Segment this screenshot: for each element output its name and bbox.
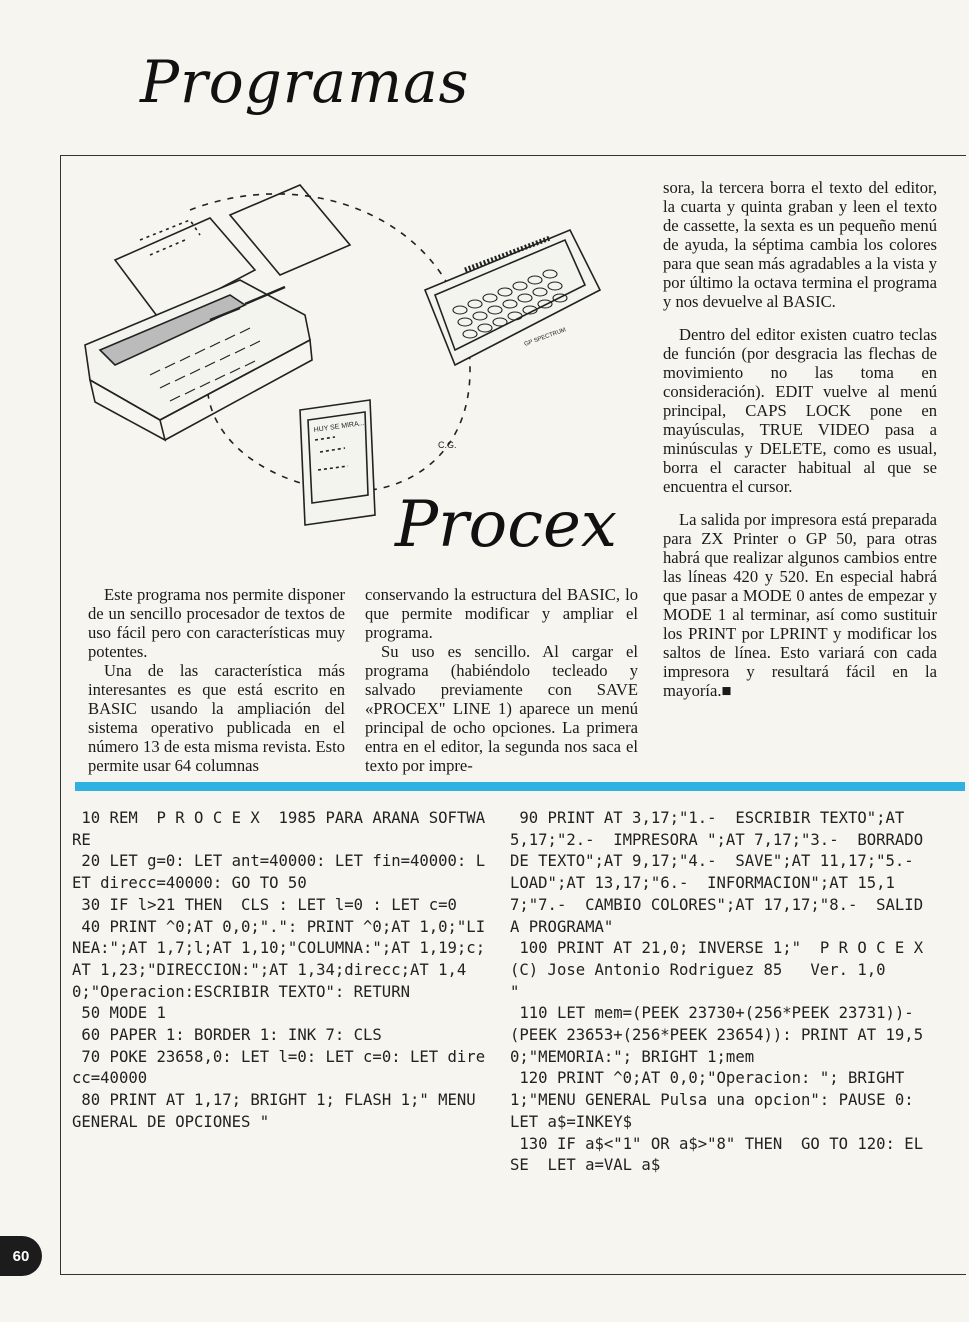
code-listing-left: 10 REM P R O C E X 1985 PARA ARANA SOFTWARE 20 LET g=0: LET ant=40000: LET fin=40000: LET direcc=40000: GO TO 50 30 IF l>21 THEN CLS : LET l=0 : LET c=0 40 PRINT ^0;AT 0,0;".": PRINT ^0;AT 1,0;"LINEA:";AT 1,7;l;AT 1,10;"COLUMNA:";AT 1,19;c;AT 1,23;"DIRECCION:";AT 1,34;direcc;AT 1,40;"Operacion:ESCRIBIR TEXTO": RETURN 50 MODE 1 60 PAPER 1: BORDER 1: INK 7: CLS 70 POKE 23658,0: LET l=0: LET c=0: LET direcc=40000 80 PRINT AT 1,17; BRIGHT 1; FLASH 1;" MENU GENERAL DE OPCIONES " — [72, 809, 486, 1131]
article-paragraph: Dentro del editor existen cuatro teclas de función (por desgracia las flechas de movimiento no las toma en consideración). EDIT vuelve al menú principal, CAPS LOCK pone en mayúsculas, TRUE VIDEO pasa a minúsculas y DELETE, como es usual, borra el caracter habitual al que se encuentra el cursor. — [663, 325, 937, 496]
article-paragraph: conservando la estructura del BASIC, lo que permite modificar y ampliar el programa. — [365, 585, 638, 642]
procex-title: Procex — [395, 488, 617, 562]
article-paragraph: La salida por impresora está preparada para ZX Printer o GP 50, para otras habrá que realizar algunos cambios entre las líneas 420 y 520. En especial habrá que pasar a MODE 0 antes de empezar y MODE 1 al terminar, así como sustituir los PRINT por LPRINT y modificar los saltos de línea. Esto variará con cada impresora y resultará fácil en la mayoría.■ — [663, 510, 937, 700]
article-paragraph: Su uso es sencillo. Al cargar el programa (habiéndolo tecleado y salvado previamente con SAVE «PROCEX" LINE 1) aparece un menú principal de ocho opciones. La primera entra en el editor, la segunda nos saca el texto por impre- — [365, 642, 638, 775]
article-column-3 — [663, 178, 937, 700]
illustration-computer-label: GP SPECTRUM — [523, 327, 567, 348]
article-paragraph: sora, la tercera borra el texto del editor, la cuarta y quinta graban y leen el texto de cassette, la sexta es un pequeño menú de ayuda, la séptima cambia los colores para que sean más agradables a la vista y por último la octava termina el programa y nos devuelve al BASIC. — [663, 178, 937, 311]
page-title: Programas — [140, 48, 470, 116]
section-divider — [75, 782, 965, 791]
illustration-screen-text: HUY SE MIRA... — [313, 419, 365, 434]
article-paragraph: Una de las característica más interesantes es que está escrito en BASIC usando la ampliación del sistema operativo publicada en el número 13 de esta misma revista. Esto permite usar 64 columnas — [88, 661, 345, 775]
article-paragraph: Este programa nos permite disponer de un sencillo procesador de textos de uso fácil pero con características muy potentes. — [88, 585, 345, 661]
article-column-1 — [88, 585, 345, 775]
page-number: 60 — [0, 1236, 42, 1276]
illustration-signature: C.G. — [438, 440, 457, 450]
article-column-2 — [365, 585, 638, 775]
code-listing-right: 90 PRINT AT 3,17;"1.- ESCRIBIR TEXTO";AT 5,17;"2.- IMPRESORA ";AT 7,17;"3.- BORRADO DE TEXTO";AT 9,17;"4.- SAVE";AT 11,17;"5.- LOAD";AT 13,17;"6.- INFORMACION";AT 15,17;"7.- CAMBIO COLORES";AT 17,17;"8.- SALIDA PROGRAMA" 100 PRINT AT 21,0; INVERSE 1;" P R O C E X (C) Jose Antonio Rodriguez 85 Ver. 1,0 " 110 LET mem=(PEEK 23730+(256*PEEK 23731))-(PEEK 23653+(256*PEEK 23654)): PRINT AT 19,50;"MEMORIA:"; BRIGHT 1;mem 120 PRINT ^0;AT 0,0;"Operacion: "; BRIGHT 1;"MENU GENERAL Pulsa una opcion": PAUSE 0: LET a$=INKEY$ 130 IF a$<"1" OR a$>"8" THEN GO TO 120: ELSE LET a=VAL a$ — [510, 809, 924, 1175]
